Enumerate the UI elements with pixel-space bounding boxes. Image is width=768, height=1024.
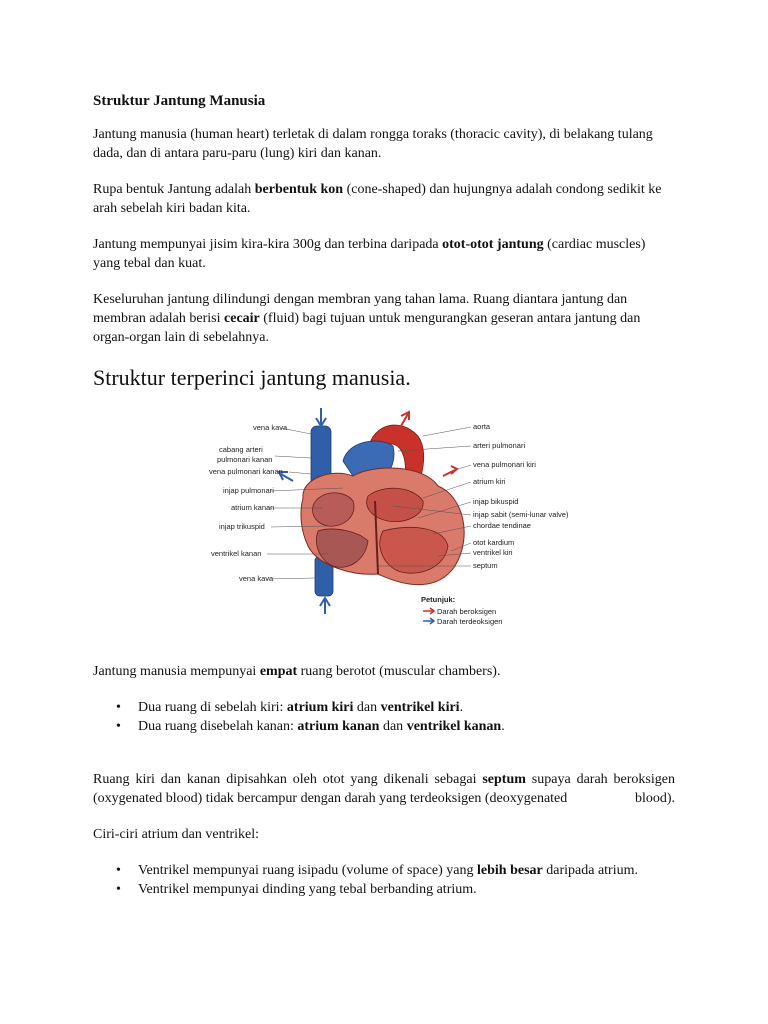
list-item (138, 861, 675, 880)
legend-deoxygenated: Darah terdeoksigen (437, 617, 503, 626)
list-item (138, 717, 675, 736)
label-atrium-kanan: atrium kanan (231, 503, 275, 512)
text-span: supaya darah beroksigen (oxygenated blood) tidak bercampur dengan darah yang terdeoksigen (deoxygenated (93, 772, 675, 806)
paragraph-location: Jantung manusia (human heart) terletak di dalam rongga toraks (thoracic cavity), di belakang tulang dada, dan di antara paru-paru (lung) kiri dan kanan. (93, 127, 653, 161)
text-span: Keseluruhan jantung dilindungi dengan membran yang tahan lama. Ruang diantara jantung dan membran adalah berisi (93, 292, 628, 326)
bold-text: berbentuk kon (254, 182, 344, 197)
paragraph-septum (93, 770, 675, 808)
bold-text: septum (482, 772, 526, 787)
label-vena-kava-bottom: vena kava (239, 574, 274, 583)
text-span: . (501, 719, 505, 734)
text-span: Rupa bentuk Jantung adalah (93, 182, 255, 197)
heart-diagram-figure (93, 406, 675, 642)
text-span: Ruang kiri dan kanan dipisahkan oleh otot yang dikenali sebagai (93, 772, 483, 787)
bold-text: empat (259, 664, 298, 679)
text-span: dan (379, 719, 407, 734)
text-span: Dua ruang di sebelah kiri: (138, 700, 287, 715)
paragraph-shape (93, 180, 675, 218)
label-vena-pulmonari-kanan: vena pulmonari kanan (209, 467, 283, 476)
paragraph-mass (93, 235, 675, 273)
label-vena-kava-top: vena kava (253, 423, 288, 432)
text-span: dan (353, 700, 381, 715)
label-chordae-tendinae: chordae tendinae (473, 521, 531, 530)
text-span: (fluid) bagi tujuan untuk mengurangkan geseran antara jantung dan organ-organ lain di sebelahnya. (93, 311, 641, 345)
bold-text: cecair (224, 311, 260, 326)
chamber-list (93, 698, 675, 736)
list-item: • Ventrikel mempunyai dinding yang tebal berbanding atrium. (138, 880, 675, 899)
page-title: Struktur Jantung Manusia (93, 93, 266, 109)
legend-oxygenated: Darah beroksigen (437, 607, 497, 616)
label-injap-sabit: injap sabit (semi-lunar valve) (473, 510, 569, 519)
legend-deoxy-arrow-icon (423, 618, 434, 624)
text-span: . (459, 700, 464, 715)
arrow-pulmonary-left-icon (443, 466, 457, 476)
paragraph-characteristics: Ciri-ciri atrium dan ventrikel: (93, 827, 260, 842)
bold-text: ventrikel kanan (406, 719, 502, 734)
text-span: Jantung manusia mempunyai (93, 664, 260, 679)
label-injap-bikuspid: injap bikuspid (473, 497, 519, 506)
bold-text: atrium kiri (286, 700, 354, 715)
label-septum: septum (473, 561, 498, 570)
label-injap-pulmonari: injap pulmonari (223, 486, 274, 495)
heart-diagram (193, 406, 593, 642)
label-cabang-arteri: cabang arteri (219, 445, 263, 454)
arrow-up-icon (320, 598, 330, 614)
bold-text: atrium kanan (297, 719, 380, 734)
label-aorta: aorta (473, 422, 491, 431)
bold-text: otot-otot jantung (442, 237, 544, 252)
text-span: ruang berotot (muscular chambers). (297, 664, 501, 679)
text-span: Dua ruang disebelah kanan: (138, 719, 298, 734)
text-span: Jantung mempunyai jisim kira-kira 300g dan terbina daripada (93, 237, 443, 252)
paragraph-chambers (93, 662, 675, 681)
text-span: (cone-shaped) dan hujungnya adalah condong sedikit ke arah sebelah kiri badan kita. (93, 182, 662, 216)
diagram-legend (421, 595, 502, 626)
label-ventrikel-kiri: ventrikel kiri (473, 548, 513, 557)
text-span: blood). (634, 791, 675, 806)
arrow-down-icon (316, 408, 326, 426)
characteristics-list (93, 861, 675, 899)
bold-text: ventrikel kiri (380, 700, 460, 715)
text-span: Ventrikel mempunyai ruang isipadu (volume of space) yang (138, 863, 478, 878)
text-span: daripada atrium. (542, 863, 638, 878)
label-pulmonari-kanan: pulmonari kanan (217, 455, 273, 464)
section-heading: Struktur terperinci jantung manusia. (93, 365, 411, 390)
label-otot-kardium: otot kardium (473, 538, 515, 547)
spacer (93, 736, 675, 770)
label-vena-pulmonari-kiri: vena pulmonari kiri (473, 460, 536, 469)
text-span: (cardiac muscles) yang tebal dan kuat. (93, 237, 646, 271)
label-atrium-kiri: atrium kiri (473, 477, 506, 486)
legend-title: Petunjuk: (421, 595, 456, 604)
label-arteri-pulmonari: arteri pulmonari (473, 441, 526, 450)
bold-text: lebih besar (477, 863, 543, 878)
list-item (138, 698, 675, 717)
legend-oxy-arrow-icon (423, 608, 434, 614)
label-injap-trikuspid: injap trikuspid (219, 522, 265, 531)
paragraph-membrane (93, 290, 675, 347)
document-content (93, 92, 675, 899)
label-ventrikel-kanan: ventrikel kanan (211, 549, 262, 558)
